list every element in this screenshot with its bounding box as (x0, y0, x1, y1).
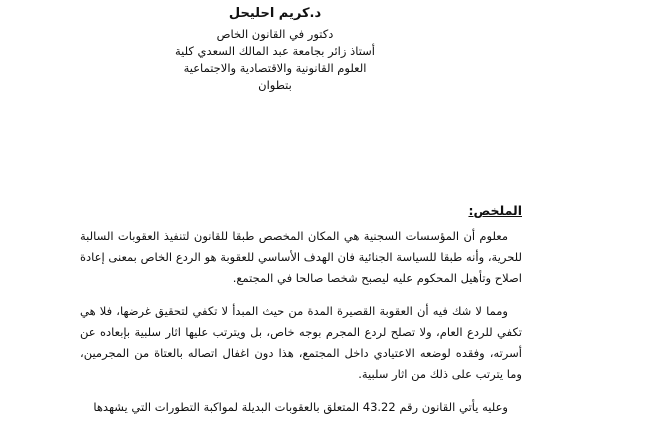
author-city: بتطوان (258, 78, 292, 92)
abstract-paragraph-3 (80, 397, 522, 418)
author-position: أستاذ زائر بجامعة عبد المالك السعدي كلية (174, 44, 376, 58)
abstract-paragraph-2 (80, 301, 522, 385)
author-name: د.كريم احليحل (228, 6, 322, 21)
author-degree: دكتور في القانون الخاص (216, 27, 334, 41)
abstract-section (80, 202, 522, 418)
abstract-paragraph-1-text: معلوم أن المؤسسات السجنية هي المكان المخصص طبقا للقانون لتنفيذ العقوبات السالبة للحرية، وأنه طبقا للسياسة الجنائية فان الهدف الأساسي للعقوبة هو الردع الخاص بمعنى إعادة اصلاح وتأهيل المحكوم عليه ليصبح شخصا صالحا في المجتمع. (80, 229, 522, 285)
abstract-paragraph-1 (80, 226, 522, 289)
author-block (160, 4, 390, 94)
abstract-heading: الملخص: (468, 203, 522, 218)
abstract-paragraph-2-text: ومما لا شك فيه أن العقوبة القصيرة المدة من حيث المبدأ لا تكفي لتحقيق غرضها، فلا هي تكفي للردع العام، ولا تصلح لردع المجرم بوجه خاص، بل ويترتب عليها اثار سلبية بإبعاده عن أسرته، وفقده لوضعه الاعتيادي داخل المجتمع، هذا دون اغفال اتصاله بالعتاة من المجرمين، وما يترتب على ذلك من اثار سلبية. (80, 304, 522, 381)
abstract-paragraph-3-text: وعليه يأتي القانون رقم 43.22 المتعلق بالعقوبات البديلة لمواكبة التطورات التي يشهدها (93, 400, 508, 414)
author-faculty: العلوم القانونية والاقتصادية والاجتماعية (183, 61, 367, 75)
